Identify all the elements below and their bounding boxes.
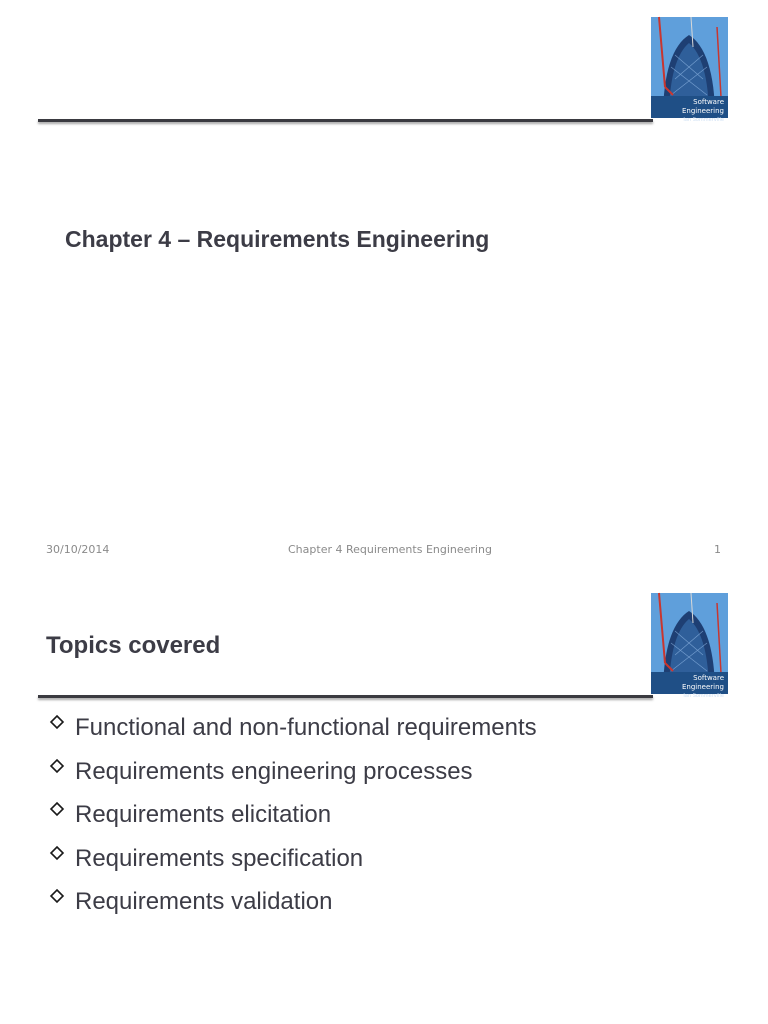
list-item (48, 757, 537, 801)
slide-title-text: Topics covered (46, 632, 221, 659)
topics-list (48, 713, 537, 931)
list-item-text: Requirements specification (75, 844, 364, 872)
list-item-text: Requirements validation (75, 888, 333, 915)
slide-title-text: Chapter 4 – Requirements Engineering (65, 226, 490, 252)
footer-date: 30/10/2014 (46, 543, 110, 556)
footer-chapter: Chapter 4 Requirements Engineering (288, 543, 492, 556)
list-item (48, 844, 537, 888)
cover-title: Software Engineering (682, 674, 724, 691)
list-item (48, 887, 537, 931)
header-rule (38, 119, 653, 122)
list-item-text: Requirements elicitation (75, 801, 332, 828)
slide-topics (0, 576, 768, 1024)
cover-title: Software Engineering (682, 98, 724, 115)
list-item (48, 800, 537, 844)
book-cover-image (651, 593, 728, 699)
diamond-bullet-icon (48, 844, 66, 864)
cover-caption (651, 96, 728, 123)
footer-page-number: 1 (714, 543, 721, 556)
book-cover-image (651, 17, 728, 123)
cover-author: Ian Sommerville (683, 693, 724, 699)
diamond-bullet-icon (48, 887, 66, 907)
diamond-bullet-icon (48, 800, 66, 820)
cover-author: Ian Sommerville (683, 117, 724, 123)
cover-caption (651, 672, 728, 699)
diamond-bullet-icon (48, 713, 66, 733)
diamond-bullet-icon (48, 757, 66, 777)
header-rule (38, 695, 653, 698)
list-item (48, 713, 537, 757)
list-item-text: Requirements engineering processes (75, 757, 473, 785)
list-item-text: Functional and non-functional requirements (75, 714, 537, 741)
